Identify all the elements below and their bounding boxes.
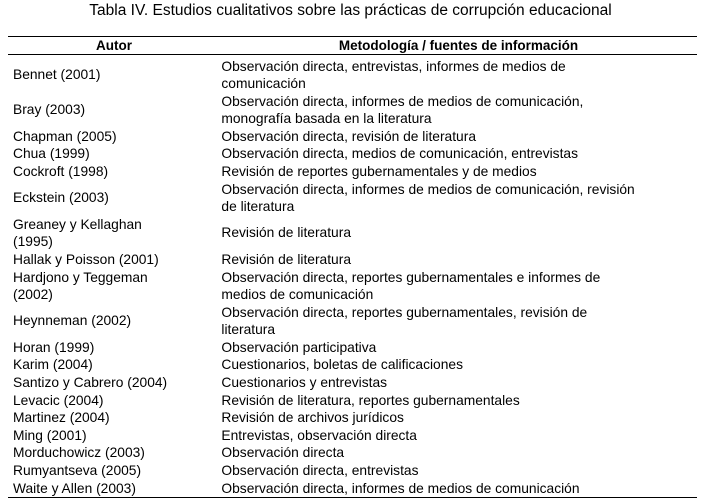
methodology-cell: Revisión de literatura, reportes gubernamentales <box>221 392 520 408</box>
author-cell: Levacic (2004) <box>13 392 104 408</box>
table-row <box>8 215 697 250</box>
author-cell: Santizo y Cabrero (2004) <box>13 374 168 390</box>
table-row <box>8 268 697 303</box>
author-cell: Hallak y Poisson (2001) <box>13 251 159 267</box>
table-caption: Tabla IV. Estudios cualitativos sobre las prácticas de corrupción educacional <box>89 2 612 19</box>
author-cell: Hardjono y Teggeman (2002) <box>13 269 148 302</box>
author-cell: Heynneman (2002) <box>13 313 132 329</box>
table-row <box>8 462 697 480</box>
methodology-cell: Observación directa, revisión de literatura <box>221 128 476 144</box>
table-row <box>8 163 697 181</box>
methodology-cell: Observación directa, reportes gubernamentales, revisión de literatura <box>221 304 588 337</box>
table-row <box>8 479 697 497</box>
author-cell: Martinez (2004) <box>13 410 110 426</box>
table-row <box>8 409 697 427</box>
author-cell: Greaney y Kellaghan (1995) <box>13 216 142 249</box>
methodology-cell: Observación participativa <box>221 339 377 355</box>
methodology-cell: Observación directa, informes de medios de comunicación, monografía basada en la literatura <box>221 93 584 126</box>
author-cell: Rumyantseva (2005) <box>13 462 142 478</box>
header-methodology: Metodología / fuentes de información <box>338 38 579 53</box>
table-row <box>8 303 697 338</box>
methodology-cell: Observación directa, entrevistas <box>221 462 419 478</box>
methodology-cell: Observación directa, entrevistas, informes de medios de comunicación <box>221 58 566 91</box>
author-cell: Karim (2004) <box>13 357 93 373</box>
studies-table <box>8 36 697 498</box>
methodology-cell: Cuestionarios, boletas de calificaciones <box>221 357 463 373</box>
table-header-row <box>8 37 697 55</box>
methodology-cell: Revisión de literatura <box>221 225 351 241</box>
table-row <box>8 57 697 92</box>
author-cell: Morduchowicz (2003) <box>13 445 145 461</box>
table-row <box>8 444 697 462</box>
table-row <box>8 180 697 215</box>
methodology-cell: Observación directa, reportes gubernamentales e informes de medios de comunicación <box>221 269 601 302</box>
table-row <box>8 92 697 127</box>
table-row <box>8 145 697 163</box>
author-cell: Horan (1999) <box>13 339 95 355</box>
table-row <box>8 251 697 269</box>
author-cell: Bray (2003) <box>13 102 86 118</box>
author-cell: Cockroft (1998) <box>13 163 109 179</box>
author-cell: Ming (2001) <box>13 427 87 443</box>
header-author: Autor <box>96 38 132 53</box>
methodology-cell: Observación directa, informes de medios de comunicación, revisión de literatura <box>221 181 635 214</box>
methodology-cell: Revisión de archivos jurídicos <box>221 410 404 426</box>
author-cell: Chua (1999) <box>13 146 90 162</box>
methodology-cell: Observación directa, medios de comunicación, entrevistas <box>221 146 578 162</box>
table-row <box>8 356 697 374</box>
table-row <box>8 127 697 145</box>
table-body <box>8 55 697 497</box>
methodology-cell: Entrevistas, observación directa <box>221 427 417 443</box>
table-row <box>8 391 697 409</box>
author-cell: Eckstein (2003) <box>13 190 109 206</box>
methodology-cell: Revisión de reportes gubernamentales y de medios <box>221 163 537 179</box>
methodology-cell: Cuestionarios y entrevistas <box>221 374 388 390</box>
author-cell: Waite y Allen (2003) <box>13 480 136 496</box>
table-row <box>8 374 697 392</box>
methodology-cell: Observación directa <box>221 445 345 461</box>
table-row <box>8 339 697 357</box>
author-cell: Bennet (2001) <box>13 67 101 83</box>
table-row <box>8 426 697 444</box>
author-cell: Chapman (2005) <box>13 128 117 144</box>
methodology-cell: Observación directa, informes de medios de comunicación <box>221 480 580 496</box>
methodology-cell: Revisión de literatura <box>221 251 351 267</box>
